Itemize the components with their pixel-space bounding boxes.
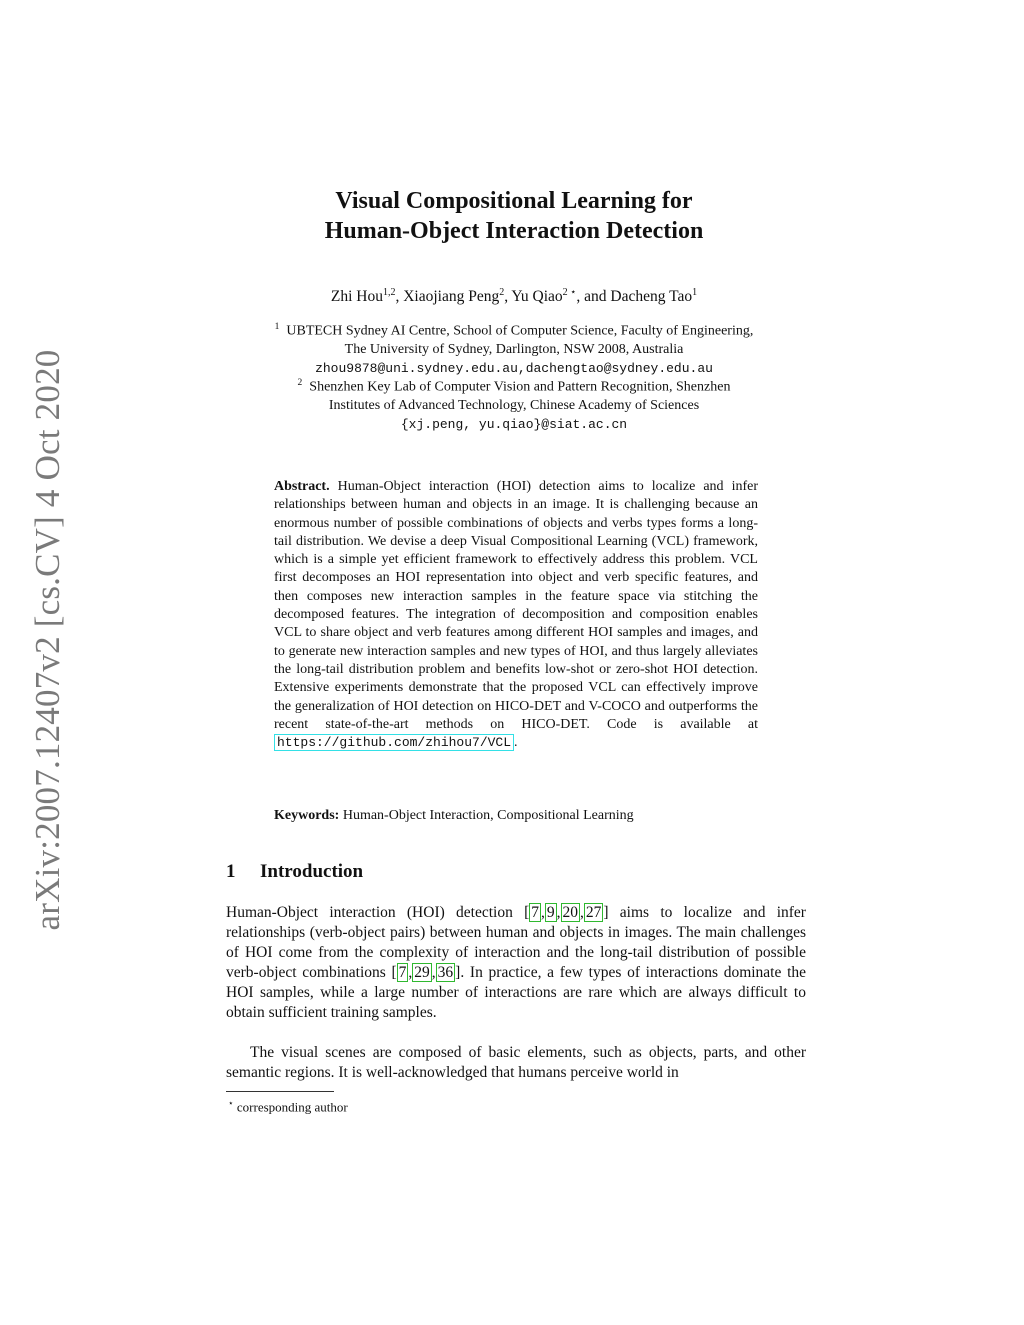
affiliation-1: [224, 318, 804, 378]
paragraph-text: Human-Object interaction (HOI) detection: [226, 904, 525, 921]
keywords-label: Keywords:: [274, 808, 340, 823]
section-number: 1: [226, 861, 236, 882]
citation-separator: ,: [408, 964, 413, 981]
affiliation-line: The University of Sydney, Darlington, NSW 2008, Australia: [344, 342, 684, 358]
footnote: [228, 1095, 348, 1115]
citation-link[interactable]: 9: [546, 904, 555, 921]
author-separator: ,: [504, 288, 512, 306]
affiliation-line: Institutes of Advanced Technology, Chinese Academy of Sciences: [328, 398, 700, 414]
author-list: [224, 283, 804, 307]
section-heading: [226, 860, 363, 884]
citation-separator: ,: [556, 904, 561, 921]
author-affil-sup: 1: [692, 287, 698, 298]
affiliation-line: [224, 318, 804, 341]
affiliation-2: [224, 374, 804, 434]
affiliation-email: zhou9878@uni.sydney.edu.au,dachengtao@sydney.edu.au: [315, 360, 713, 376]
author-affil-sup: 2: [499, 287, 505, 298]
citation-bracket: ]: [603, 904, 609, 921]
citation-bracket: [: [391, 964, 397, 981]
citation-separator: ,: [580, 904, 584, 921]
footnote-text: corresponding author: [233, 1099, 348, 1115]
paragraph-text: . In practice, a few types of interactions dominate the HOI samples, while a large number of interactions are rare which are always difficult to obtain sufficient training samples.: [226, 964, 807, 1021]
affiliation-text: Shenzhen Key Lab of Computer Vision and Pattern Recognition, Shenzhen: [309, 379, 731, 395]
paper-title: [224, 186, 804, 246]
author-name: Yu Qiao: [511, 288, 563, 306]
arxiv-side-stamp: [18, 349, 78, 931]
affiliation-line: [224, 374, 804, 397]
keywords-text: Human-Object Interaction, Compositional Learning: [339, 808, 634, 823]
title-line-1: Visual Compositional Learning for: [335, 188, 693, 214]
intro-paragraph-2: The visual scenes are composed of basic elements, such as objects, parts, and other semantic regions. It is well-acknowledged that humans perceive world in: [226, 1044, 806, 1081]
section-title: Introduction: [260, 861, 364, 882]
citation-link[interactable]: 7: [531, 904, 539, 921]
title-line-2: Human-Object Interaction Detection: [324, 218, 704, 244]
author-name: Dacheng Tao: [610, 288, 693, 306]
affiliation-number: 1: [274, 322, 280, 332]
arxiv-identifier: arXiv:2007.12407v2 [cs.CV] 4 Oct 2020: [28, 349, 67, 931]
abstract-end: .: [514, 735, 518, 751]
paragraph-text: aims to localize and infer relationships (verb-object pairs) between human and objects in images. The main challenges of HOI come from the complexity of interaction and the long-tail distribution of possible verb-object combinations: [226, 904, 806, 981]
citation-bracket: [: [524, 904, 530, 921]
corresponding-mark: ⋆: [567, 287, 577, 298]
footnote-divider: [226, 1091, 334, 1092]
author-affil-number: 2: [562, 287, 568, 298]
citation-bracket: ]: [455, 964, 461, 981]
author-name: Zhi Hou: [330, 288, 383, 306]
citation-link[interactable]: 29: [414, 964, 430, 981]
footnote-mark: ⋆: [228, 1098, 234, 1108]
citation-link[interactable]: 36: [437, 964, 454, 981]
intro-paragraph-1: [226, 903, 806, 1023]
author-affil-sup: 1,2: [382, 287, 396, 298]
code-url-link[interactable]: https://github.com/zhihou7/VCL: [274, 734, 514, 751]
author-separator: , and: [576, 288, 611, 306]
author-affil-sup: [563, 287, 577, 298]
citation-link[interactable]: 7: [398, 964, 407, 981]
author-separator: ,: [395, 288, 404, 306]
citation-link[interactable]: 27: [585, 904, 602, 921]
affiliation-text: UBTECH Sydney AI Centre, School of Computer Science, Faculty of Engineering,: [286, 323, 754, 339]
affiliation-email: {xj.peng, yu.qiao}@siat.ac.cn: [400, 416, 628, 432]
affiliation-number: 2: [297, 378, 303, 388]
abstract: [274, 478, 758, 752]
citation-separator: ,: [431, 964, 436, 981]
abstract-label: Abstract.: [274, 479, 330, 494]
author-name: Xiaojiang Peng: [403, 288, 500, 306]
keywords: [274, 807, 758, 825]
citation-link[interactable]: 20: [562, 904, 578, 921]
abstract-text: Human-Object interaction (HOI) detection aims to localize and infer relationships between human and objects in an image. It is challenging because an enormous number of possible combinations of objects and verbs types forms a long-tail distribution. We devise a deep Visual Compositional Learning (VCL) framework, which is a simple yet efficient framework to effectively address this problem. VCL first decomposes an HOI representation into object and verb specific features, and then composes new interaction samples in the feature space via stitching the decomposed features. The integration of decomposition and composition enables VCL to share object and verb features among different HOI samples and images, and to generate new interaction samples and new types of HOI, and thus largely alleviates the long-tail distribution problem and benefits low-shot or zero-shot HOI detection. Extensive experiments demonstrate that the proposed VCL can effectively improve the generalization of HOI detection on HICO-DET and V-COCO and outperforms the recent state-of-the-art methods on HICO-DET. Code is available at: [274, 479, 758, 732]
citation-separator: ,: [541, 904, 545, 921]
